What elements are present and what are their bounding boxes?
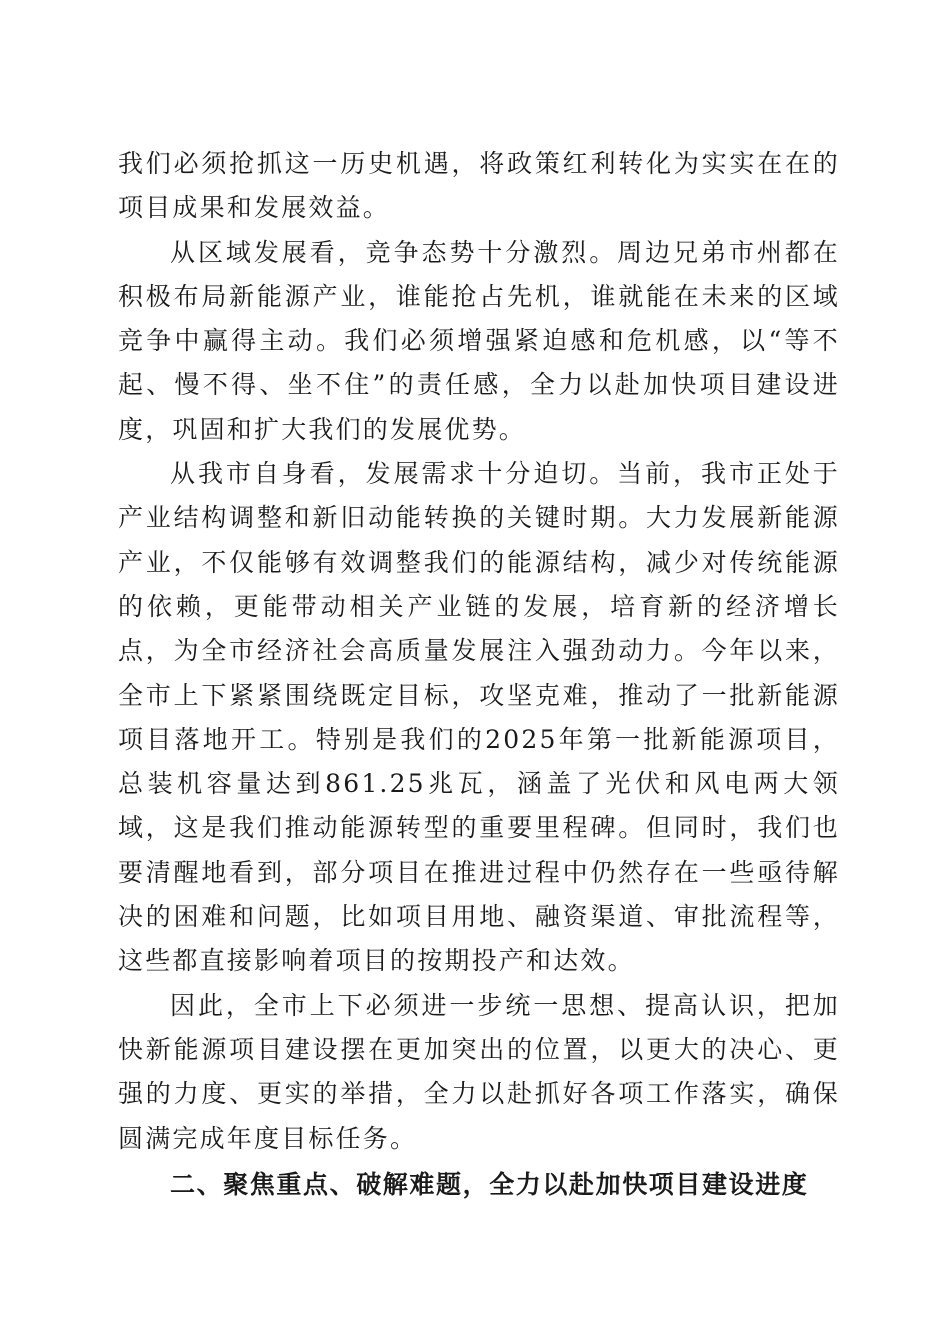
paragraph-continuation: 我们必须抢抓这一历史机遇，将政策红利转化为实实在在的项目成果和发展效益。 (118, 149, 840, 223)
paragraph-city-needs: 从我市自身看，发展需求十分迫切。当前，我市正处于产业结构调整和新旧动能转换的关键时期。大力发展新能源产业，不仅能够有效调整我们的能源结构，减少对传统能源的依赖，更能带动相关产业链的发展，培育新的经济增长点，为全市经济社会高质量发展注入强劲动力。今年以来，全市上下紧紧围绕既定目标，攻坚克难，推动了一批新能源项目落地开工。特别是我们的2025年第一批新能源项目，总装机容量达到861.25兆瓦，涵盖了光伏和风电两大领域，这是我们推动能源转型的重要里程碑。但同时，我们也要清醒地看到，部分项目在推进过程中仍然存在一些亟待解决的困难和问题，比如项目用地、融资渠道、审批流程等，这些都直接影响着项目的按期投产和达效。 (118, 459, 840, 976)
document-body (118, 142, 840, 1207)
section-heading: 二、聚焦重点、破解难题，全力以赴加快项目建设进度 (170, 1169, 809, 1199)
paragraph-regional-competition: 从区域发展看，竞争态势十分激烈。周边兄弟市州都在积极布局新能源产业，谁能抢占先机，谁就能在未来的区域竞争中赢得主动。我们必须增强紧迫感和危机感，以“等不起、慢不得、坐不住”的责任感，全力以赴加快项目建设进度，巩固和扩大我们的发展优势。 (118, 237, 840, 444)
paragraph-conclusion: 因此，全市上下必须进一步统一思想、提高认识，把加快新能源项目建设摆在更加突出的位置，以更大的决心、更强的力度、更实的举措，全力以赴抓好各项工作落实，确保圆满完成年度目标任务。 (118, 990, 840, 1153)
